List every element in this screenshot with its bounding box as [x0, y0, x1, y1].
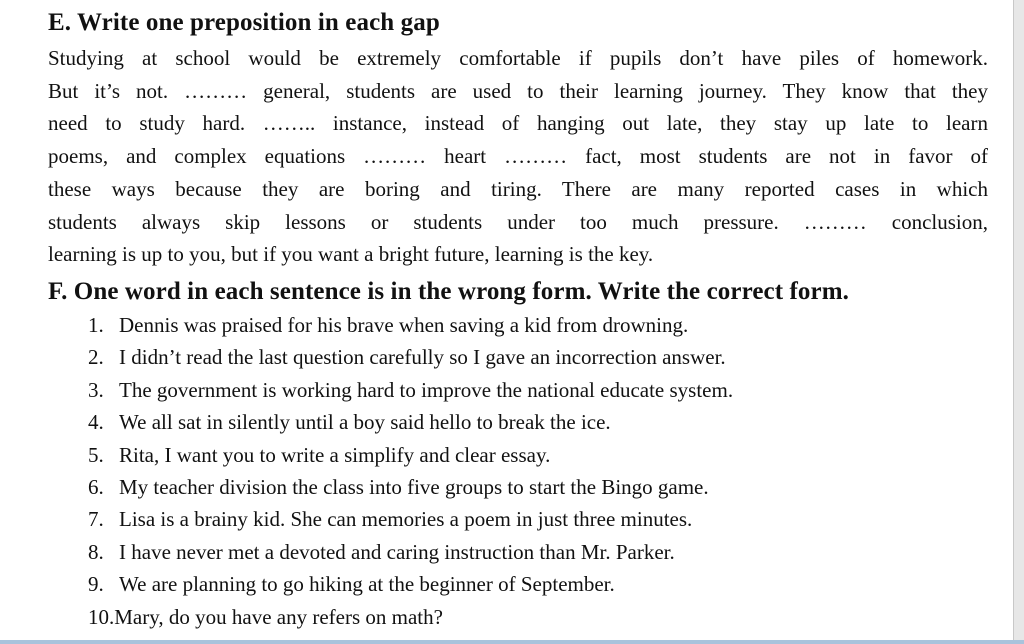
section-f-list: [48, 309, 988, 633]
item-number: 3.: [88, 377, 104, 402]
item-number: 6.: [88, 474, 104, 499]
item-number: 7.: [88, 507, 104, 532]
list-item: [88, 568, 988, 600]
item-number: 10.: [88, 604, 115, 629]
page-edge-right: [1013, 0, 1024, 644]
item-text: The government is working hard to improve the national educate system.: [119, 377, 734, 402]
list-item: [88, 471, 988, 503]
section-e-paragraph: [48, 42, 988, 271]
list-item: [88, 503, 988, 535]
item-number: 5.: [88, 442, 104, 467]
item-text: Mary, do you have any refers on math?: [114, 604, 443, 629]
section-f-title: F. One word in each sentence is in the wrong form. Write the correct form.: [48, 277, 850, 305]
item-number: 4.: [88, 410, 104, 435]
paragraph-line: learning is up to you, but if you want a bright future, learning is the key.: [48, 242, 654, 267]
item-number: 1.: [88, 312, 104, 337]
list-item: [88, 439, 988, 471]
paragraph-line: But it’s not. ……… general, students are used to their learning journey. They know that they: [48, 78, 988, 103]
list-item: [88, 536, 988, 568]
item-text: I didn’t read the last question carefully so I gave an incorrection answer.: [119, 345, 726, 370]
list-item: [88, 406, 988, 438]
item-text: We all sat in silently until a boy said hello to break the ice.: [119, 410, 611, 435]
item-number: 8.: [88, 539, 104, 564]
section-e-title: E. Write one preposition in each gap: [48, 9, 440, 36]
item-text: My teacher division the class into five groups to start the Bingo game.: [119, 474, 709, 499]
paragraph-line: these ways because they are boring and tiring. There are many reported cases in which: [48, 176, 988, 201]
item-number: 9.: [88, 572, 104, 597]
item-number: 2.: [88, 345, 104, 370]
paragraph-line: Studying at school would be extremely comfortable if pupils don’t have piles of homework.: [48, 46, 988, 70]
list-item: [88, 341, 988, 373]
list-item: [88, 374, 988, 406]
item-text: Dennis was praised for his brave when saving a kid from drowning.: [119, 312, 689, 337]
list-item: [88, 309, 988, 341]
list-item: [88, 601, 988, 633]
paragraph-line: need to study hard. …….. instance, instead of hanging out late, they stay up late to learn: [48, 111, 988, 136]
paragraph-line: students always skip lessons or students under too much pressure. ……… conclusion,: [48, 209, 988, 234]
item-text: Rita, I want you to write a simplify and clear essay.: [119, 442, 551, 467]
item-text: I have never met a devoted and caring instruction than Mr. Parker.: [119, 539, 675, 564]
paragraph-line: poems, and complex equations ……… heart ……… fact, most students are not in favor of: [48, 144, 988, 169]
item-text: We are planning to go hiking at the beginner of September.: [119, 572, 615, 597]
page-edge-bottom: [0, 640, 1024, 644]
worksheet-content: [48, 6, 988, 633]
item-text: Lisa is a brainy kid. She can memories a poem in just three minutes.: [119, 507, 693, 532]
